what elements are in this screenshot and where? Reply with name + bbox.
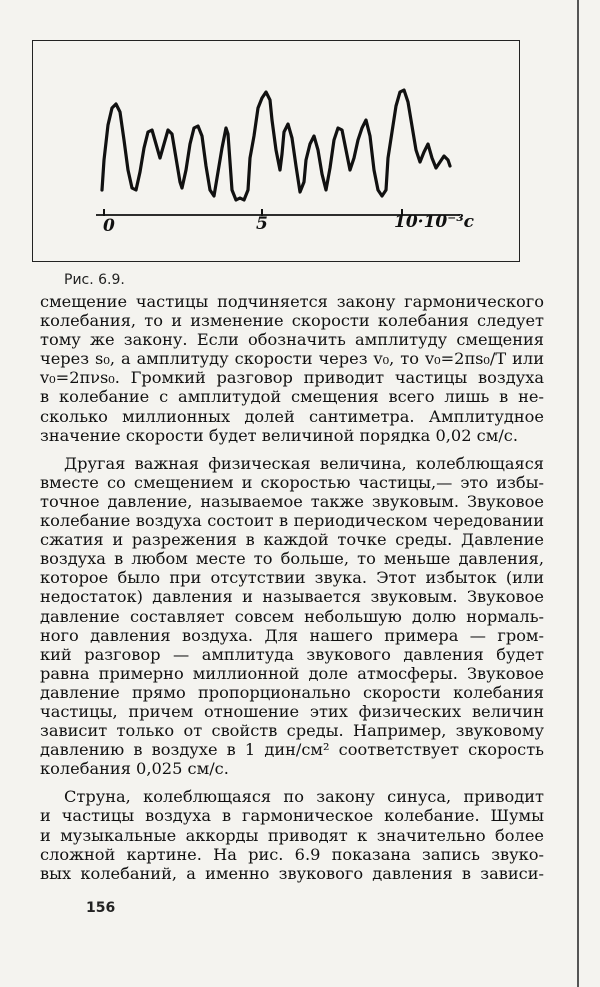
tick-label-10: 10·10⁻³с (394, 212, 475, 232)
text-line: и музыкальные аккорды приводят к значительно более (40, 825, 544, 845)
page-edge-line (577, 0, 579, 987)
text-line: частицы, причем отношение этих физических величин (40, 701, 544, 721)
page-number: 156 (86, 900, 116, 916)
text-line: Другая важная физическая величина, колеблющаяся (64, 453, 544, 473)
paragraph-3 (40, 787, 544, 882)
text-line: Струна, колеблющаяся по закону синуса, приводит (64, 787, 544, 807)
text-line: сложной картине. На рис. 6.9 показана запись звуко- (40, 844, 544, 864)
body-text (40, 292, 544, 883)
text-line: давление составляет совсем небольшую долю нормаль- (40, 606, 544, 626)
paragraph-1 (40, 292, 544, 445)
text-line: вместе со смещением и скоростью частицы,— это избы- (40, 472, 544, 492)
waveform-trace (102, 90, 450, 200)
text-line: вых колебаний, а именно звукового давления в зависи- (40, 863, 544, 883)
text-line: колебания, то и изменение скорости колебания следует (40, 311, 544, 331)
text-line: тому же закону. Если обозначить амплитуду смещения (40, 330, 544, 350)
text-line: кий разговор — амплитуда звукового давления будет (40, 644, 544, 664)
text-line: колебания 0,025 см/с. (40, 759, 229, 779)
text-line: через s₀, а амплитуду скорости через v₀, то v₀=2πs₀/T или (40, 349, 544, 369)
tick-label-5: 5 (256, 214, 268, 234)
text-line: сколько миллионных долей сантиметра. Амплитудное (40, 406, 544, 426)
text-line: смещение частицы подчиняется закону гармонического (40, 292, 544, 311)
figure-caption: Рис. 6.9. (64, 272, 125, 288)
text-line: v₀=2πνs₀. Громкий разговор приводит частицы воздуха (40, 368, 544, 388)
text-line: недостаток) давления и называется звуковым. Звуковое (40, 587, 544, 607)
text-line: зависит только от свойств среды. Например, звуковому (40, 721, 544, 741)
text-line: ного давления воздуха. Для нашего примера — гром- (40, 625, 544, 645)
text-line: которое было при отсутствии звука. Этот избыток (или (40, 568, 544, 588)
text-line: точное давление, называемое также звуковым. Звуковое (40, 491, 544, 511)
text-line: давлению в воздухе в 1 дин/см² соответствует скорость (40, 740, 544, 760)
tick-label-0: 0 (103, 216, 115, 236)
paragraph-2 (40, 454, 544, 779)
text-line: значение скорости будет величиной порядка 0,02 см/с. (40, 425, 518, 445)
text-line: колебание воздуха состоит в периодическом чередовании (40, 511, 544, 531)
text-line: сжатия и разрежения в каждой точке среды. Давление (40, 530, 544, 550)
text-line: и частицы воздуха в гармоническое колебание. Шумы (40, 806, 544, 826)
text-line: воздуха в любом месте то больше, то меньше давления, (40, 549, 544, 569)
text-line: равна примерно миллионной доле атмосферы. Звуковое (40, 663, 544, 683)
text-line: в колебание с амплитудой смещения всего лишь в не- (40, 387, 544, 407)
text-line: давление прямо пропорционально скорости колебания (40, 682, 544, 702)
